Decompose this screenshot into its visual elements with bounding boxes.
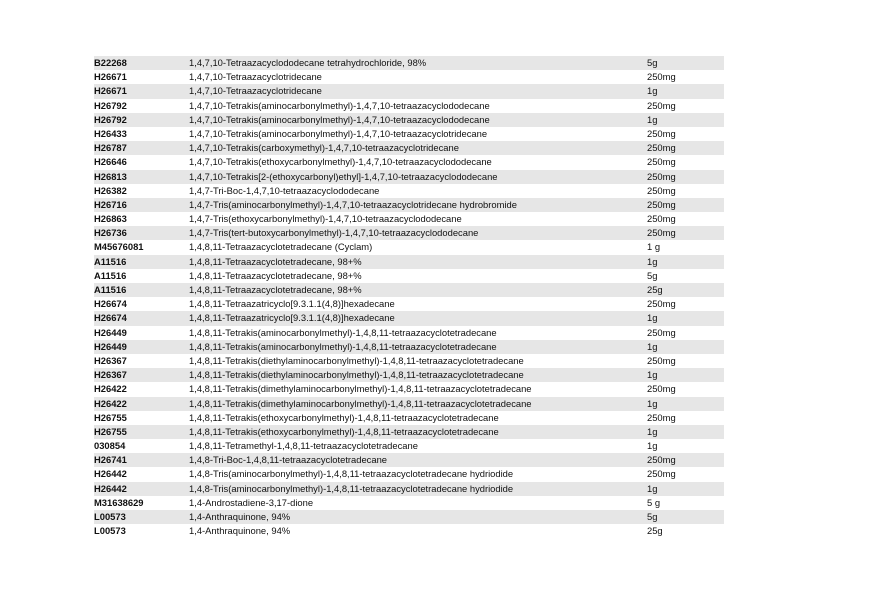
- product-name: 1,4,8-Tris(aminocarbonylmethyl)-1,4,8,11-tetraazacyclotetradecane hydriodide: [189, 482, 514, 494]
- catalog-number: A11516: [94, 284, 127, 295]
- table-row: [94, 368, 724, 382]
- product-name: 1,4,7-Tri-Boc-1,4,7,10-tetraazacyclododecane: [189, 184, 380, 196]
- product-name: 1,4,7,10-Tetrakis(aminocarbonylmethyl)-1,4,7,10-tetraazacyclododecane: [189, 99, 490, 111]
- catalog-number: H26449: [94, 340, 127, 352]
- product-name: 1,4,7,10-Tetraazacyclotridecane: [189, 85, 322, 97]
- pack-size: 250mg: [647, 354, 676, 366]
- pack-size: 250mg: [647, 411, 676, 423]
- catalog-number: H26755: [94, 425, 127, 437]
- pack-size: 250mg: [647, 454, 676, 466]
- table-row: [94, 326, 724, 340]
- product-name: 1,4,8,11-Tetrakis(dimethylaminocarbonylmethyl)-1,4,8,11-tetraazacyclotetradecane: [189, 397, 532, 409]
- pack-size: 5g: [647, 269, 658, 281]
- table-row: [94, 411, 724, 425]
- product-name: 1,4,8,11-Tetrakis(diethylaminocarbonylmethyl)-1,4,8,11-tetraazacyclotetradecane: [189, 354, 524, 366]
- table-row: [94, 198, 724, 212]
- table-row: [94, 84, 724, 98]
- table-row: [94, 56, 724, 70]
- product-table: [94, 56, 724, 538]
- table-row: [94, 99, 724, 113]
- product-name: 1,4-Anthraquinone, 94%: [189, 511, 291, 522]
- product-name: 1,4,8,11-Tetrakis(ethoxycarbonylmethyl)-1,4,8,11-tetraazacyclotetradecane: [189, 425, 499, 437]
- catalog-number: H26442: [94, 468, 127, 480]
- product-name: 1,4,7,10-Tetraazacyclotridecane: [189, 71, 322, 83]
- table-row: [94, 425, 724, 439]
- product-name: 1,4,8,11-Tetraazacyclotetradecane, 98+%: [189, 284, 362, 295]
- pack-size: 1g: [647, 340, 658, 352]
- product-name: 1,4,8,11-Tetramethyl-1,4,8,11-tetraazacyclotetradecane: [189, 440, 418, 452]
- table-row: [94, 70, 724, 84]
- catalog-number: H26674: [94, 312, 127, 324]
- catalog-number: H26813: [94, 170, 127, 182]
- product-name: 1,4,8,11-Tetraazacyclotetradecane (Cyclam): [189, 241, 373, 253]
- product-name: 1,4,8,11-Tetraazacyclotetradecane, 98+%: [189, 269, 362, 281]
- pack-size: 25g: [647, 284, 663, 295]
- product-name: 1,4,8,11-Tetraazatricyclo[9.3.1.1(4,8)]hexadecane: [189, 312, 395, 324]
- product-name: 1,4,8,11-Tetrakis(aminocarbonylmethyl)-1,4,8,11-tetraazacyclotetradecane: [189, 326, 497, 338]
- product-name: 1,4-Anthraquinone, 94%: [189, 525, 291, 537]
- catalog-number: H26433: [94, 127, 127, 139]
- table-row: [94, 510, 724, 524]
- pack-size: 5g: [647, 57, 658, 68]
- table-row: [94, 439, 724, 453]
- product-name: 1,4,8-Tris(aminocarbonylmethyl)-1,4,8,11-tetraazacyclotetradecane hydriodide: [189, 468, 514, 480]
- catalog-number: M31638629: [94, 496, 144, 508]
- table-row: [94, 297, 724, 311]
- table-row: [94, 226, 724, 240]
- product-name: 1,4,7-Tris(aminocarbonylmethyl)-1,4,7,10-tetraazacyclotridecane hydrobromide: [189, 198, 517, 210]
- pack-size: 1g: [647, 255, 658, 267]
- pack-size: 250mg: [647, 198, 676, 210]
- table-row: [94, 467, 724, 481]
- product-name: 1,4,8,11-Tetrakis(ethoxycarbonylmethyl)-1,4,8,11-tetraazacyclotetradecane: [189, 411, 499, 423]
- table-row: [94, 127, 724, 141]
- catalog-number: H26422: [94, 397, 127, 409]
- pack-size: 250mg: [647, 383, 676, 395]
- table-row: [94, 212, 724, 226]
- product-name: 1,4,8,11-Tetrakis(dimethylaminocarbonylmethyl)-1,4,8,11-tetraazacyclotetradecane: [189, 383, 532, 395]
- pack-size: 250mg: [647, 298, 676, 310]
- catalog-number: H26449: [94, 326, 127, 338]
- table-row: [94, 141, 724, 155]
- catalog-number: H26792: [94, 99, 127, 111]
- pack-size: 250mg: [647, 71, 676, 83]
- pack-size: 1g: [647, 85, 658, 97]
- pack-size: 250mg: [647, 326, 676, 338]
- table-row: [94, 382, 724, 396]
- table-row: [94, 453, 724, 467]
- pack-size: 25g: [647, 525, 663, 537]
- product-name: 1,4,8,11-Tetrakis(aminocarbonylmethyl)-1,4,8,11-tetraazacyclotetradecane: [189, 340, 497, 352]
- catalog-number: H26671: [94, 85, 127, 97]
- pack-size: 250mg: [647, 184, 676, 196]
- product-name: 1,4,7-Tris(tert-butoxycarbonylmethyl)-1,4,7,10-tetraazacyclododecane: [189, 227, 479, 239]
- pack-size: 250mg: [647, 170, 676, 182]
- product-name: 1,4,7,10-Tetrakis(aminocarbonylmethyl)-1,4,7,10-tetraazacyclotridecane: [189, 127, 488, 139]
- catalog-number: M45676081: [94, 241, 144, 253]
- catalog-number: H26863: [94, 213, 127, 225]
- table-row: [94, 482, 724, 496]
- catalog-number: H26736: [94, 227, 127, 239]
- product-name: 1,4,8-Tri-Boc-1,4,8,11-tetraazacyclotetradecane: [189, 454, 388, 466]
- catalog-number: H26422: [94, 383, 127, 395]
- catalog-number: L00573: [94, 525, 126, 537]
- table-row: [94, 354, 724, 368]
- product-name: 1,4-Androstadiene-3,17-dione: [189, 496, 314, 508]
- table-row: [94, 184, 724, 198]
- catalog-number: 030854: [94, 440, 126, 452]
- table-row: [94, 340, 724, 354]
- catalog-number: H26367: [94, 354, 127, 366]
- pack-size: 250mg: [647, 99, 676, 111]
- catalog-number: H26442: [94, 482, 127, 494]
- pack-size: 250mg: [647, 142, 676, 154]
- table-row: [94, 283, 724, 297]
- catalog-number: H26741: [94, 454, 127, 466]
- pack-size: 250mg: [647, 156, 676, 168]
- pack-size: 1g: [647, 440, 658, 452]
- pack-size: 1g: [647, 425, 658, 437]
- table-row: [94, 524, 724, 538]
- pack-size: 250mg: [647, 468, 676, 480]
- table-row: [94, 155, 724, 169]
- catalog-number: H26646: [94, 156, 127, 168]
- table-row: [94, 311, 724, 325]
- catalog-number: H26716: [94, 198, 127, 210]
- pack-size: 1g: [647, 397, 658, 409]
- product-name: 1,4,7,10-Tetrakis(carboxymethyl)-1,4,7,10-tetraazacyclotridecane: [189, 142, 459, 154]
- catalog-number: H26367: [94, 369, 127, 381]
- product-name: 1,4,8,11-Tetraazatricyclo[9.3.1.1(4,8)]hexadecane: [189, 298, 395, 310]
- product-name: 1,4,8,11-Tetraazacyclotetradecane, 98+%: [189, 255, 362, 267]
- pack-size: 1g: [647, 113, 658, 125]
- table-row: [94, 269, 724, 283]
- catalog-number: A11516: [94, 255, 127, 267]
- pack-size: 5g: [647, 511, 658, 522]
- pack-size: 250mg: [647, 227, 676, 239]
- pack-size: 1g: [647, 482, 658, 494]
- catalog-number: H26671: [94, 71, 127, 83]
- catalog-number: L00573: [94, 511, 126, 522]
- pack-size: 1 g: [647, 241, 661, 253]
- product-name: 1,4,8,11-Tetrakis(diethylaminocarbonylmethyl)-1,4,8,11-tetraazacyclotetradecane: [189, 369, 524, 381]
- catalog-number: H26674: [94, 298, 127, 310]
- pack-size: 250mg: [647, 127, 676, 139]
- product-name: 1,4,7,10-Tetrakis(aminocarbonylmethyl)-1,4,7,10-tetraazacyclododecane: [189, 113, 490, 125]
- catalog-number: H26382: [94, 184, 127, 196]
- table-row: [94, 397, 724, 411]
- catalog-number: H26792: [94, 113, 127, 125]
- product-name: 1,4,7,10-Tetrakis(ethoxycarbonylmethyl)-1,4,7,10-tetraazacyclododecane: [189, 156, 492, 168]
- table-row: [94, 113, 724, 127]
- table-row: [94, 170, 724, 184]
- product-name: 1,4,7-Tris(ethoxycarbonylmethyl)-1,4,7,10-tetraazacyclododecane: [189, 213, 462, 225]
- product-name: 1,4,7,10-Tetrakis[2-(ethoxycarbonyl)ethyl]-1,4,7,10-tetraazacyclododecane: [189, 170, 498, 182]
- pack-size: 5 g: [647, 496, 661, 508]
- catalog-number: B22268: [94, 57, 127, 68]
- pack-size: 1g: [647, 312, 658, 324]
- catalog-number: H26787: [94, 142, 127, 154]
- table-row: [94, 255, 724, 269]
- pack-size: 1g: [647, 369, 658, 381]
- catalog-number: A11516: [94, 269, 127, 281]
- table-row: [94, 240, 724, 254]
- catalog-number: H26755: [94, 411, 127, 423]
- pack-size: 250mg: [647, 213, 676, 225]
- table-row: [94, 496, 724, 510]
- product-name: 1,4,7,10-Tetraazacyclododecane tetrahydrochloride, 98%: [189, 57, 427, 68]
